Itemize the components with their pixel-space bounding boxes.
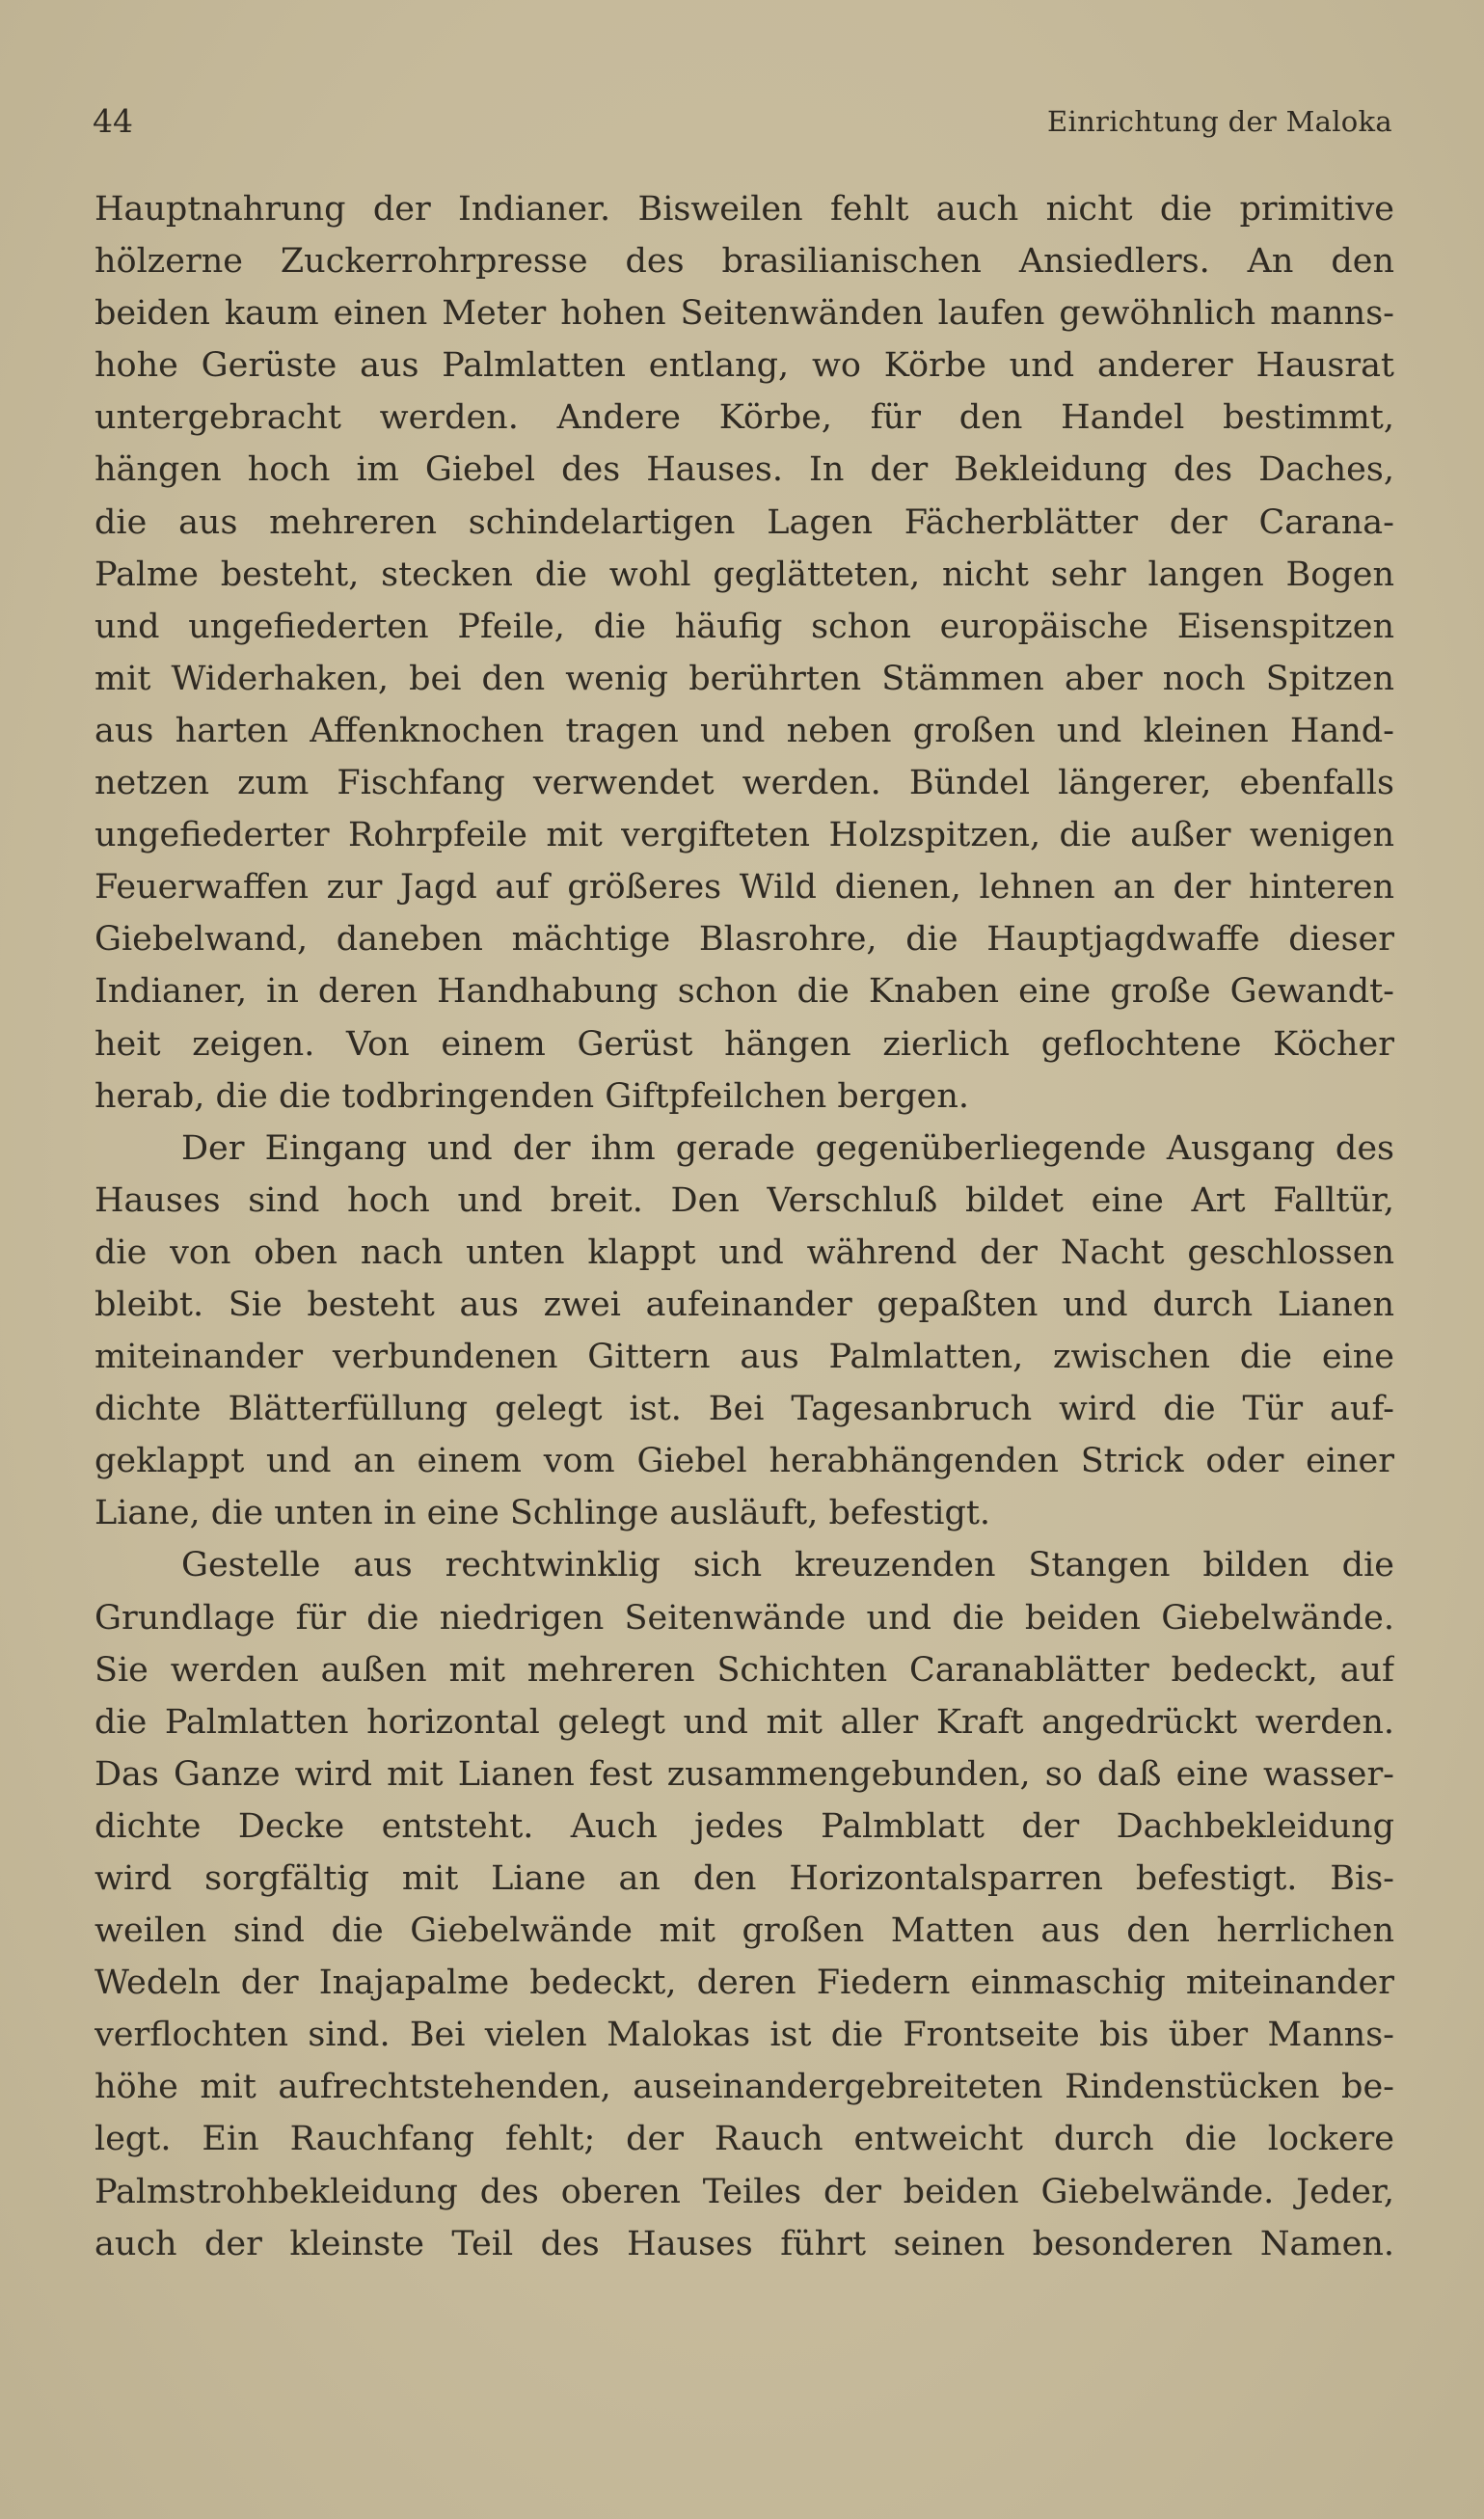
text-line: Wedeln der Inajapalme bedeckt, deren Fiedern einmaschig miteinander bbox=[94, 1964, 1394, 2003]
text-line: hängen hoch im Giebel des Hauses. In der Bekleidung des Daches, bbox=[94, 450, 1394, 490]
text-line: die aus mehreren schindelartigen Lagen Fächerblätter der Carana- bbox=[94, 502, 1394, 542]
text-line: Palmstrohbekleidung des oberen Teiles der beiden Giebelwände. Jeder, bbox=[94, 2172, 1394, 2211]
text-line: und ungefiederten Pfeile, die häufig schon europäische Eisenspitzen bbox=[94, 607, 1394, 646]
text-line: Feuerwaffen zur Jagd auf größeres Wild dienen, lehnen an der hinteren bbox=[94, 868, 1394, 907]
page-number: 44 bbox=[93, 102, 133, 140]
text-line: ungefiederter Rohrpfeile mit vergifteten Holzspitzen, die außer wenigen bbox=[94, 816, 1394, 855]
text-line: verflochten sind. Bei vielen Malokas ist die Frontseite bis über Manns- bbox=[94, 2016, 1394, 2055]
page-end-line: auch der kleinste Teil des Hauses führt seinen besonderen Namen. bbox=[94, 2224, 1394, 2263]
text-line: die Palmlatten horizontal gelegt und mit aller Kraft angedrückt werden. bbox=[94, 1702, 1394, 1742]
text-line: hohe Gerüste aus Palmlatten entlang, wo Körbe und anderer Hausrat bbox=[94, 346, 1394, 386]
text-line: netzen zum Fischfang verwendet werden. Bündel längerer, ebenfalls bbox=[94, 764, 1394, 803]
text-line: hölzerne Zuckerrohrpresse des brasilianischen Ansiedlers. An den bbox=[94, 242, 1394, 282]
text-line: Indianer, in deren Handhabung schon die Knaben eine große Gewandt- bbox=[94, 972, 1394, 1012]
body-text bbox=[94, 183, 1394, 2270]
text-line: geklappt und an einem vom Giebel herabhängenden Strick oder einer bbox=[94, 1442, 1394, 1481]
running-title: Einrichtung der Maloka bbox=[1047, 105, 1392, 138]
text-line: weilen sind die Giebelwände mit großen Matten aus den herrlichen bbox=[94, 1911, 1394, 1951]
text-line: höhe mit aufrechtstehenden, auseinandergebreiteten Rindenstücken be- bbox=[94, 2068, 1394, 2107]
text-line: legt. Ein Rauchfang fehlt; der Rauch entweicht durch die lockere bbox=[94, 2120, 1394, 2159]
paragraph-end-line: Liane, die unten in eine Schlinge ausläuft, befestigt. bbox=[94, 1494, 991, 1533]
text-line: Grundlage für die niedrigen Seitenwände und die beiden Giebelwände. bbox=[94, 1598, 1394, 1638]
text-line: untergebracht werden. Andere Körbe, für den Handel bestimmt, bbox=[94, 398, 1394, 438]
text-line: Sie werden außen mit mehreren Schichten Caranablätter bedeckt, auf bbox=[94, 1650, 1394, 1690]
running-head bbox=[93, 93, 1392, 150]
text-line: Das Ganze wird mit Lianen fest zusammengebunden, so daß eine wasser- bbox=[94, 1754, 1394, 1794]
text-line: aus harten Affenknochen tragen und neben großen und kleinen Hand- bbox=[94, 711, 1394, 750]
text-line: Hauptnahrung der Indianer. Bisweilen fehlt auch nicht die primitive bbox=[94, 190, 1394, 229]
text-line: miteinander verbundenen Gittern aus Palmlatten, zwischen die eine bbox=[94, 1338, 1394, 1377]
text-line: Palme besteht, stecken die wohl geglätteten, nicht sehr langen Bogen bbox=[94, 555, 1394, 594]
text-line: dichte Decke entsteht. Auch jedes Palmblatt der Dachbekleidung bbox=[94, 1806, 1394, 1846]
text-line: mit Widerhaken, bei den wenig berührten Stämmen aber noch Spitzen bbox=[94, 659, 1394, 698]
paragraph-start-line: Der Eingang und der ihm gerade gegenüberliegende Ausgang des bbox=[181, 1128, 1394, 1168]
text-line: Hauses sind hoch und breit. Den Verschluß bildet eine Art Falltür, bbox=[94, 1180, 1394, 1220]
text-line: dichte Blätterfüllung gelegt ist. Bei Tagesanbruch wird die Tür auf- bbox=[94, 1390, 1394, 1429]
text-line: heit zeigen. Von einem Gerüst hängen zierlich geflochtene Köcher bbox=[94, 1024, 1394, 1064]
paragraph-end-line: herab, die die todbringenden Giftpfeilchen bergen. bbox=[94, 1076, 970, 1116]
text-line: Giebelwand, daneben mächtige Blasrohre, die Hauptjagdwaffe dieser bbox=[94, 920, 1394, 960]
paragraph-start-line: Gestelle aus rechtwinklig sich kreuzenden Stangen bilden die bbox=[181, 1546, 1394, 1585]
text-line: die von oben nach unten klappt und während der Nacht geschlossen bbox=[94, 1232, 1394, 1272]
text-line: beiden kaum einen Meter hohen Seitenwänden laufen gewöhnlich manns- bbox=[94, 294, 1394, 334]
text-line: wird sorgfältig mit Liane an den Horizontalsparren befestigt. Bis- bbox=[94, 1859, 1394, 1898]
text-line: bleibt. Sie besteht aus zwei aufeinander gepaßten und durch Lianen bbox=[94, 1285, 1394, 1324]
